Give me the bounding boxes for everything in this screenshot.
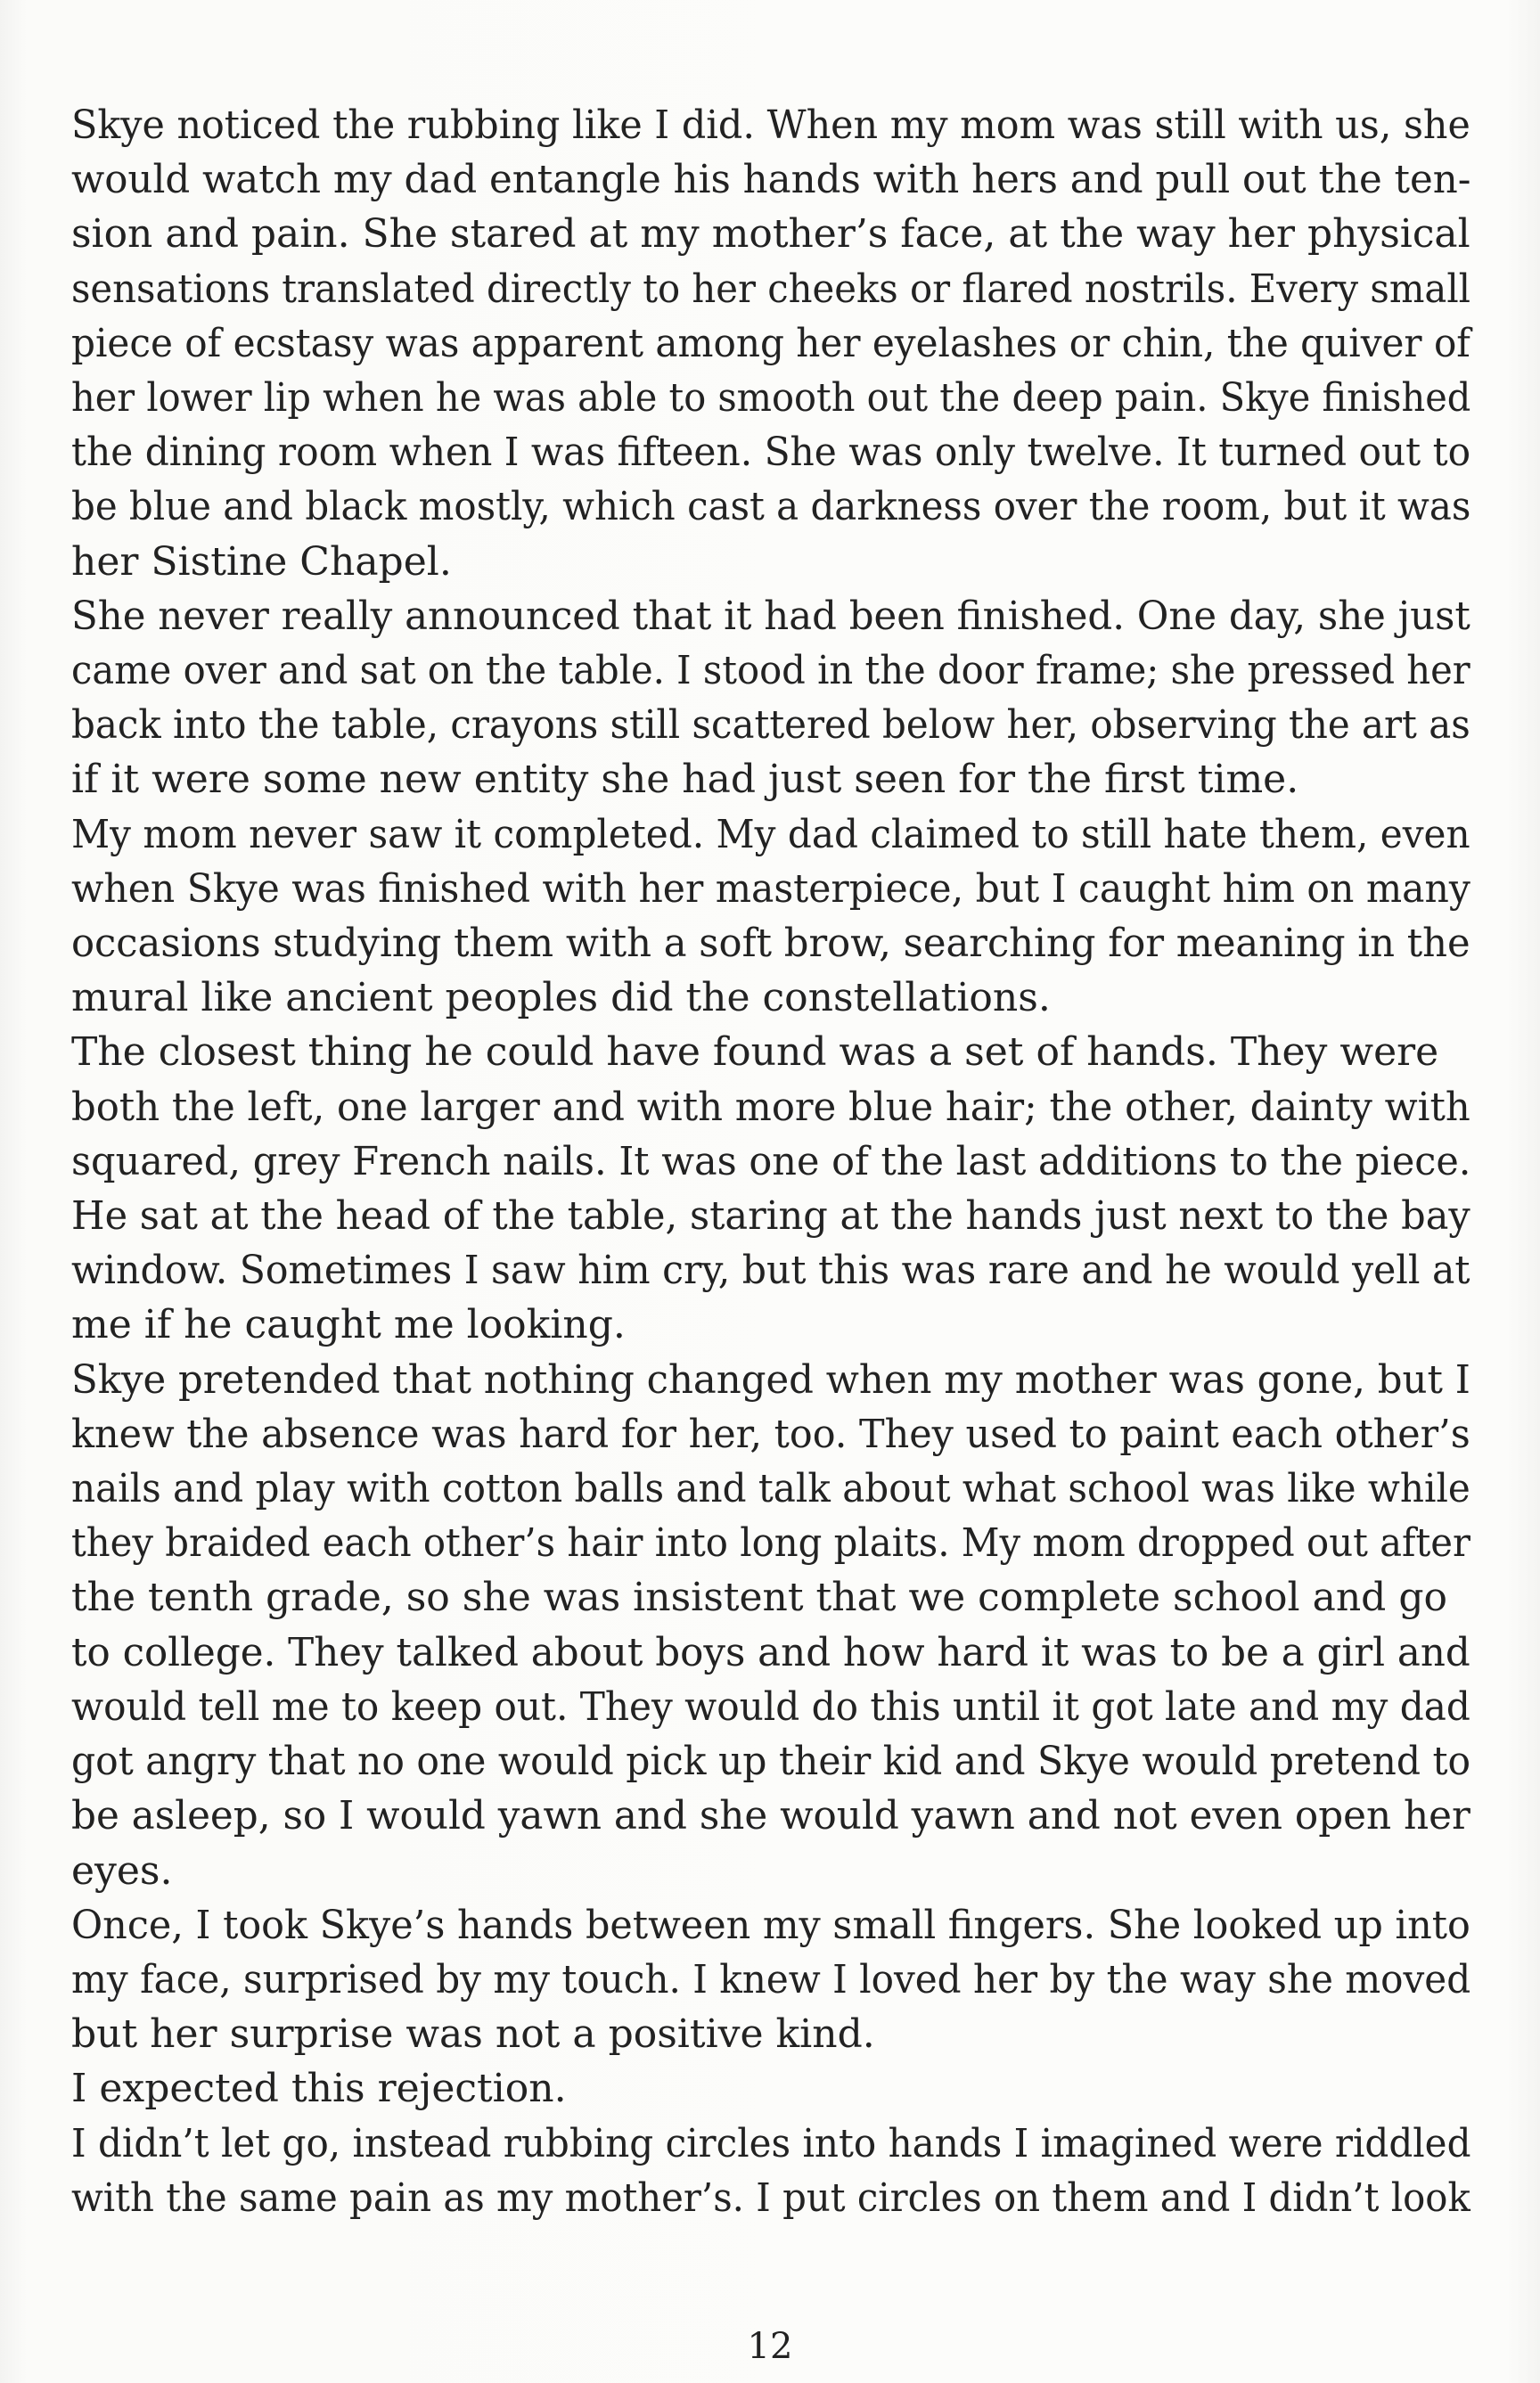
text-line: squared, grey French nails. It was one of the last additions to the piece. — [71, 1138, 1471, 1184]
text-line: be blue and black mostly, which cast a darkness over the room, but it was — [71, 484, 1471, 530]
text-line: would watch my dad entangle his hands with hers and pull out the ten- — [71, 157, 1471, 203]
text-line: I didn’t let go, instead rubbing circles into hands I imagined were riddled — [71, 2120, 1471, 2166]
text-line: me if he caught me looking. — [71, 1302, 626, 1348]
text-line: both the left, one larger and with more blue hair; the other, dainty with — [71, 1084, 1470, 1130]
text-line: came over and sat on the table. I stood in the door frame; she pressed her — [71, 648, 1470, 694]
text-line: sion and pain. She stared at my mother’s face, at the way her physical — [71, 211, 1470, 258]
text-line: occasions studying them with a soft brow, searching for meaning in the — [71, 921, 1470, 967]
text-line: nails and play with cotton balls and talk about what school was like while — [71, 1466, 1470, 1512]
text-line: the dining room when I was fifteen. She was only twelve. It turned out to — [71, 430, 1471, 476]
text-line: eyes. — [71, 1847, 173, 1894]
text-line: they braided each other’s hair into long plaits. My mom dropped out after — [71, 1520, 1470, 1567]
text-line: her Sistine Chapel. — [71, 538, 452, 585]
text-line: be asleep, so I would yawn and she would yawn and not even open her — [71, 1793, 1470, 1839]
page-number: 12 — [747, 2326, 793, 2367]
text-line: Skye pretended that nothing changed when my mother was gone, but I — [71, 1356, 1470, 1403]
text-line: He sat at the head of the table, staring at the hands just next to the bay — [71, 1193, 1470, 1240]
text-line: with the same pain as my mother’s. I put circles on them and I didn’t look — [71, 2174, 1470, 2221]
text-line: the tenth grade, so she was insistent that we complete school and go — [71, 1575, 1447, 1621]
text-line: when Skye was finished with her masterpiece, but I caught him on many — [71, 865, 1470, 912]
text-line: got angry that no one would pick up their kid and Skye would pretend to — [71, 1739, 1471, 1785]
text-line: to college. They talked about boys and how hard it was to be a girl and — [71, 1629, 1470, 1675]
text-line: My mom never saw it completed. My dad claimed to still hate them, even — [71, 811, 1470, 857]
text-line: but her surprise was not a positive kind. — [71, 2011, 875, 2058]
text-line: mural like ancient peoples did the constellations. — [71, 975, 1051, 1021]
text-line: sensations translated directly to her cheeks or flared nostrils. Every small — [71, 266, 1471, 312]
text-line: back into the table, crayons still scattered below her, observing the art as — [71, 702, 1470, 749]
text-line: piece of ecstasy was apparent among her eyelashes or chin, the quiver of — [71, 320, 1470, 366]
text-line: window. Sometimes I saw him cry, but this was rare and he would yell at — [71, 1248, 1470, 1294]
text-line: knew the absence was hard for her, too. They used to paint each other’s — [71, 1411, 1470, 1457]
text-line: if it were some new entity she had just seen for the first time. — [71, 757, 1299, 803]
text-line: I expected this rejection. — [71, 2066, 567, 2112]
text-line: my face, surprised by my touch. I knew I loved her by the way she moved — [71, 1956, 1471, 2002]
text-line: would tell me to keep out. They would do this until it got late and my dad — [71, 1683, 1470, 1730]
body-text — [71, 98, 1470, 2225]
text-line: Skye noticed the rubbing like I did. When my mom was still with us, she — [71, 102, 1470, 148]
text-line: Once, I took Skye’s hands between my small fingers. She looked up into — [71, 1902, 1470, 1948]
text-line: The closest thing he could have found was a set of hands. They were — [71, 1029, 1439, 1076]
text-line: her lower lip when he was able to smooth out the deep pain. Skye finished — [71, 375, 1471, 422]
text-line: She never really announced that it had been finished. One day, she just — [71, 593, 1470, 639]
